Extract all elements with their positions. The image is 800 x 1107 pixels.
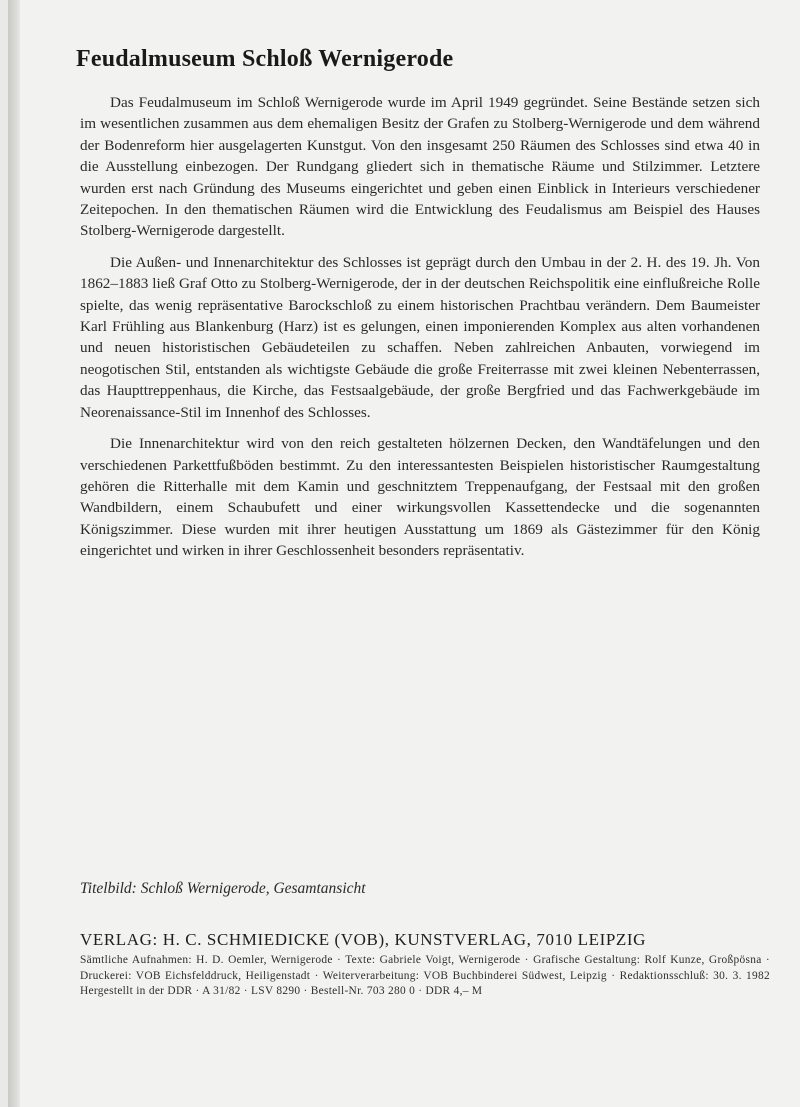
paragraph-2: Die Außen- und Innenarchitektur des Schlosses ist geprägt durch den Umbau in der 2. H. des 19. Jh. Von 1862–1883 ließ Graf Otto zu Stolberg-Wernigerode, der in der deutschen Reichspolitik eine einflußreiche Rolle spielte, das wenig repräsentative Barockschloß zu einem historischen Prachtbau verändern. Dem Baumeister Karl Frühling aus Blankenburg (Harz) ist es gelungen, einen imponierenden Komplex aus alten vorhandenen und neuen historistischen Gebäudeteilen zu schaffen. Neben zahlreichen Anbauten, vorwiegend im neogotischen Stil, entstanden als wichtigste Gebäude die große Freiterrasse mit zwei kleinen Nebenterrassen, das Haupttreppenhaus, die Kirche, das Festsaalgebäude, der große Bergfried und das Fachwerkgebäude im Neorenaissance-Stil im Innenhof des Schlosses. (80, 253, 760, 421)
publisher-line: VERLAG: H. C. SCHMIEDICKE (VOB), KUNSTVERLAG, 7010 LEIPZIG (80, 930, 647, 949)
document-page (20, 0, 800, 1107)
paragraph-3: Die Innenarchitektur wird von den reich gestalteten hölzernen Decken, den Wandtäfelungen und den verschiedenen Parkettfußböden bestimmt. Zu den interessantesten Beispielen historistischer Raumgestaltung gehören die Ritterhalle mit dem Kamin und geschnitztem Treppenaufgang, der Festsaal mit den großen Wandbildern, einem Schaubufett und einer wirkungsvollen Kassettendecke und die sogenannten Königszimmer. Diese wurden mit ihrer heutigen Ausstattung um 1869 als Gästezimmer für den König eingerichtet und wirken in ihrer Geschlossenheit besonders repräsentativ. (80, 435, 760, 560)
imprint (80, 930, 770, 1000)
cover-caption: Titelbild: Schloß Wernigerode, Gesamtansicht (80, 880, 366, 897)
credits-text: Sämtliche Aufnahmen: H. D. Oemler, Wernigerode · Texte: Gabriele Voigt, Wernigerode · Grafische Gestaltung: Rolf Kunze, Großpösna · Druckerei: VOB Eichsfelddruck, Heiligenstadt · Weiterverarbeitung: VOB Buchbinderei Südwest, Leipzig · Redaktionsschluß: 30. 3. 1982 Hergestellt in der DDR · A 31/82 · LSV 8290 · Bestell-Nr. 703 280 0 · DDR 4,– M (80, 954, 770, 998)
page-title: Feudalmuseum Schloß Wernigerode (76, 46, 454, 72)
paragraph-1: Das Feudalmuseum im Schloß Wernigerode wurde im April 1949 gegründet. Seine Bestände setzen sich im wesentlichen zusammen aus dem ehemaligen Besitz der Grafen zu Stolberg-Wernigerode und dem während der Bodenreform hier ausgelagerten Kunstgut. Von den insgesamt 250 Räumen des Schlosses sind etwa 40 in die Ausstellung einbezogen. Der Rundgang gliedert sich in thematische Räume und Stilzimmer. Letztere wurden erst nach Gründung des Museums eingerichtet und geben einen Einblick in Interieurs verschiedener Zeitepochen. In den thematischen Räumen wird die Entwicklung des Feudalismus am Beispiel des Hauses Stolberg-Wernigerode dargestellt. (80, 94, 760, 240)
body-text (80, 92, 760, 572)
